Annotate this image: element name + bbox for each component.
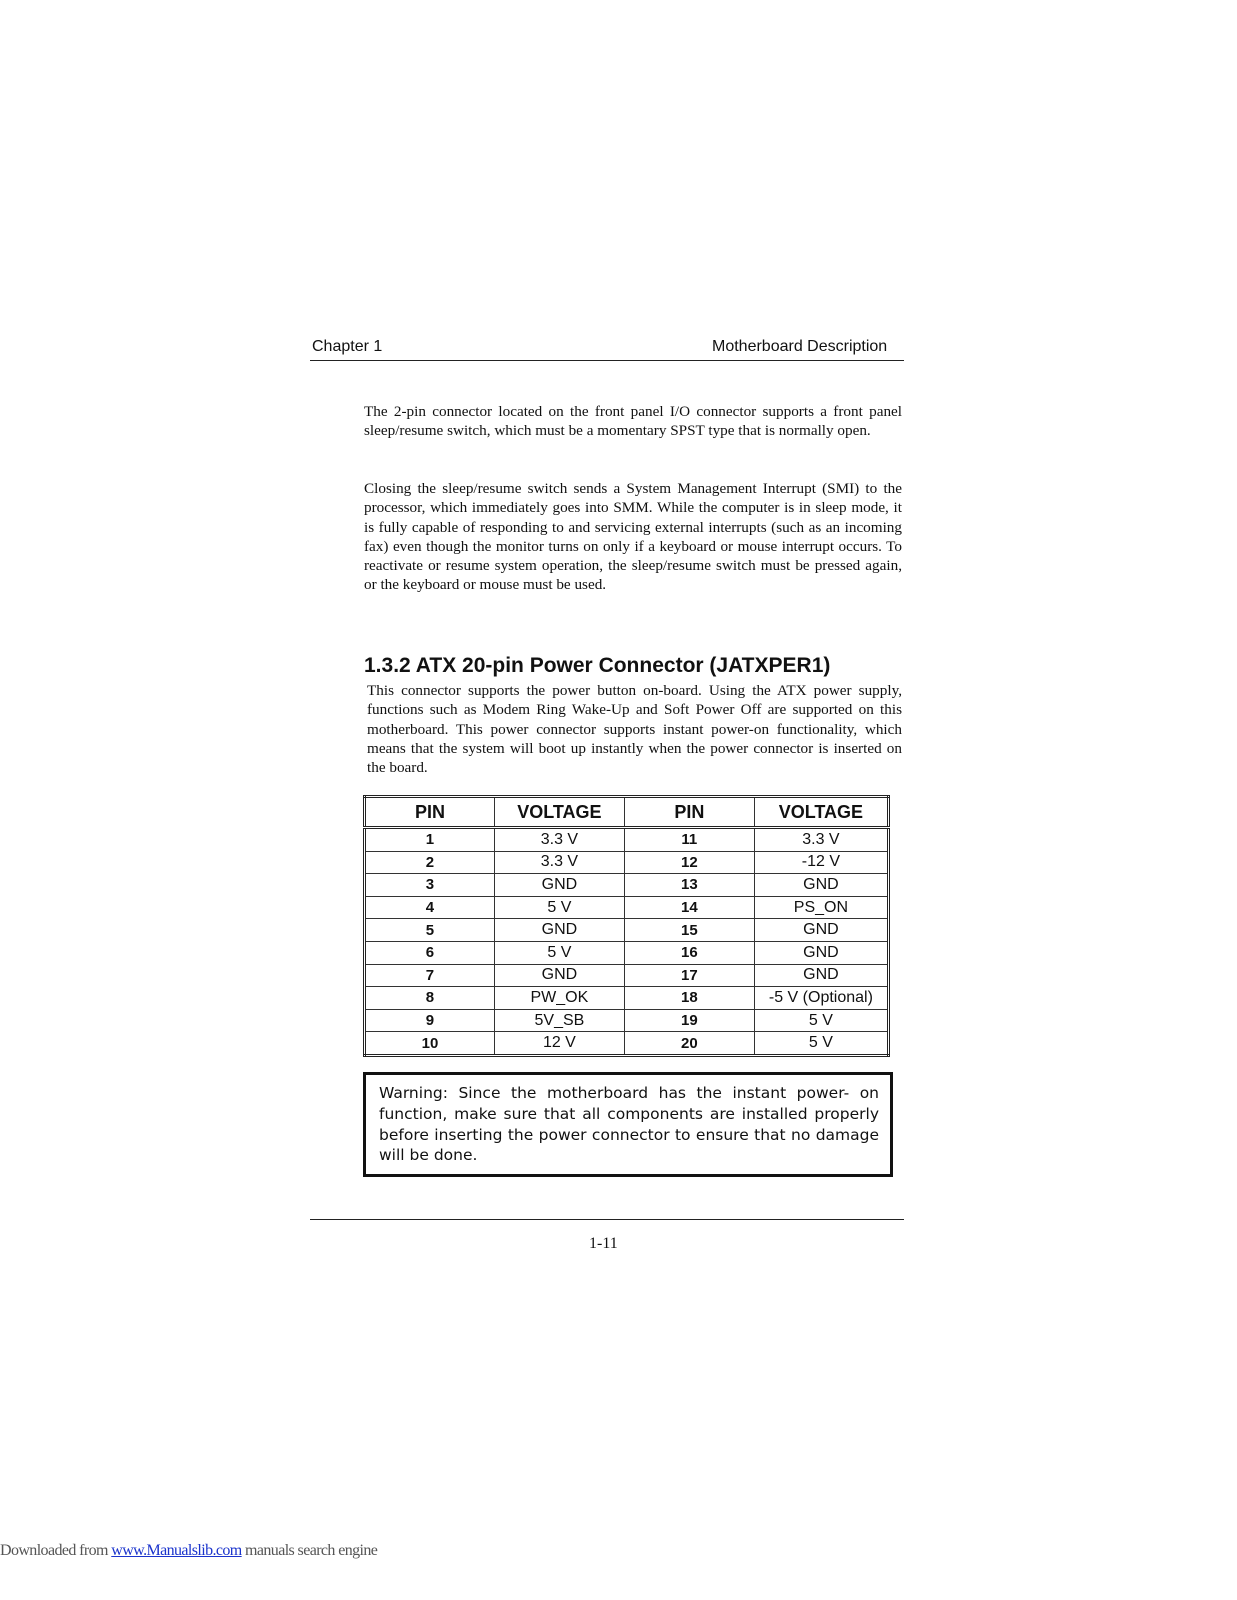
table-row (365, 941, 889, 964)
voltage-cell: PW_OK (494, 987, 624, 1010)
section-body: This connector supports the power button on-board. Using the ATX power supply, functions such as Modem Ring Wake-Up and Soft Power Off are supported on this motherboard. This power connector supports instant power-on functionality, which means that the system will boot up instantly when the power connector is inserted on the board. (367, 682, 902, 777)
table-row (365, 828, 889, 852)
table-row (365, 964, 889, 987)
pin-number-cell: 16 (624, 941, 754, 964)
download-prefix: Downloaded from (0, 1542, 112, 1559)
column-header: PIN (365, 797, 495, 828)
table-row (365, 874, 889, 897)
voltage-cell: GND (494, 919, 624, 942)
pin-number-cell: 14 (624, 896, 754, 919)
column-header: PIN (624, 797, 754, 828)
table-row (365, 1032, 889, 1056)
pin-number-cell: 5 (365, 919, 495, 942)
pin-number-cell: 15 (624, 919, 754, 942)
paragraph-sleep-switch: The 2-pin connector located on the front panel I/O connector supports a front panel sleep/resume switch, which must be a momentary SPST type that is normally open. (364, 403, 902, 440)
pin-number-cell: 6 (365, 941, 495, 964)
table-row (365, 851, 889, 874)
page-number: 1-11 (589, 1235, 618, 1252)
pin-number-cell: 9 (365, 1009, 495, 1032)
voltage-cell: 5 V (494, 941, 624, 964)
voltage-cell: 12 V (494, 1032, 624, 1056)
voltage-cell: -5 V (Optional) (754, 987, 888, 1010)
voltage-cell: 3.3 V (754, 828, 888, 852)
chapter-title: Motherboard Description (712, 338, 888, 355)
voltage-cell: 5 V (754, 1032, 888, 1056)
voltage-cell: GND (494, 964, 624, 987)
section-heading: 1.3.2 ATX 20-pin Power Connector (JATXPER1) (364, 654, 831, 677)
voltage-cell: 5V_SB (494, 1009, 624, 1032)
column-header: VOLTAGE (754, 797, 888, 828)
pin-number-cell: 8 (365, 987, 495, 1010)
pin-number-cell: 2 (365, 851, 495, 874)
download-suffix: manuals search engine (241, 1542, 378, 1559)
voltage-cell: GND (754, 941, 888, 964)
pin-number-cell: 3 (365, 874, 495, 897)
pin-number-cell: 18 (624, 987, 754, 1010)
voltage-cell: 5 V (494, 896, 624, 919)
voltage-cell: PS_ON (754, 896, 888, 919)
pin-number-cell: 13 (624, 874, 754, 897)
pin-number-cell: 19 (624, 1009, 754, 1032)
table-row (365, 1009, 889, 1032)
footer-divider (310, 1219, 904, 1220)
pin-voltage-table (363, 795, 890, 1057)
voltage-cell: -12 V (754, 851, 888, 874)
column-header: VOLTAGE (494, 797, 624, 828)
table-row (365, 919, 889, 942)
download-notice (0, 1542, 377, 1560)
table-row (365, 987, 889, 1010)
pin-number-cell: 12 (624, 851, 754, 874)
voltage-cell: GND (754, 874, 888, 897)
pin-number-cell: 10 (365, 1032, 495, 1056)
voltage-cell: GND (494, 874, 624, 897)
chapter-label: Chapter 1 (312, 338, 383, 355)
header-divider (310, 360, 904, 361)
pin-number-cell: 20 (624, 1032, 754, 1056)
pin-number-cell: 11 (624, 828, 754, 852)
table-body (365, 828, 889, 1056)
voltage-cell: 5 V (754, 1009, 888, 1032)
pin-number-cell: 17 (624, 964, 754, 987)
pin-number-cell: 1 (365, 828, 495, 852)
warning-box: Warning: Since the motherboard has the instant power- on function, make sure that all components are installed properly before inserting the power connector to ensure that no damage will be done. (363, 1072, 893, 1177)
pin-number-cell: 4 (365, 896, 495, 919)
pin-number-cell: 7 (365, 964, 495, 987)
voltage-cell: 3.3 V (494, 828, 624, 852)
voltage-cell: 3.3 V (494, 851, 624, 874)
table-header-row (365, 797, 889, 828)
paragraph-smi: Closing the sleep/resume switch sends a System Management Interrupt (SMI) to the processor, which immediately goes into SMM. While the computer is in sleep mode, it is fully capable of responding to and servicing external interrupts (such as an incoming fax) even though the monitor turns on only if a keyboard or mouse interrupt occurs. To reactivate or resume system operation, the sleep/resume switch must be pressed again, or the keyboard or mouse must be used. (364, 480, 902, 594)
manualslib-link[interactable]: www.Manualslib.com (111, 1542, 242, 1559)
voltage-cell: GND (754, 919, 888, 942)
table-row (365, 896, 889, 919)
voltage-cell: GND (754, 964, 888, 987)
